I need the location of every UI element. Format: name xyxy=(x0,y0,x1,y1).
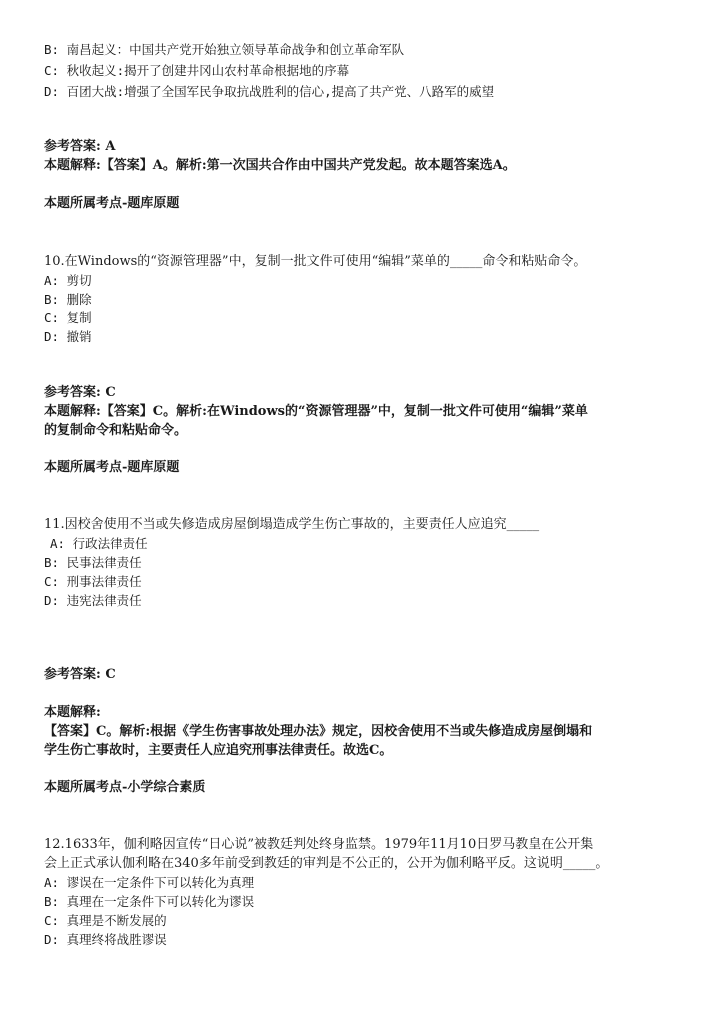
q11-explanation-line1: 【答案】C。解析:根据《学生伤害事故处理办法》规定，因校舍使用不当或失修造成房屋倒塌和 xyxy=(44,724,593,739)
q11-option-a: A: 行政法律责任 xyxy=(50,536,148,551)
q9-answer: 参考答案: A xyxy=(44,139,116,154)
q10-explanation-line1: 本题解释:【答案】C。解析:在Windows的“资源管理器”中，复制一批文件可使用“编辑”菜单 xyxy=(44,404,588,419)
q11-explanation-line2: 学生伤亡事故时，主要责任人应追究刑事法律责任。故选C。 xyxy=(44,743,393,758)
q11-option-d: D: 违宪法律责任 xyxy=(44,593,142,608)
q10-stem: 10.在Windows的“资源管理器”中，复制一批文件可使用“编辑”菜单的_____命令和粘贴命令。 xyxy=(44,254,587,269)
q12-option-c: C: 真理是不断发展的 xyxy=(44,913,167,928)
q10-answer: 参考答案: C xyxy=(44,385,116,400)
q10-option-b: B: 删除 xyxy=(44,292,92,307)
q10-option-d: D: 撤销 xyxy=(44,329,92,344)
q11-explanation-label: 本题解释: xyxy=(44,705,101,720)
q12-stem-line2: 会上正式承认伽利略在340多年前受到教廷的审判是不公正的，公开为伽利略平反。这说明_____。 xyxy=(44,856,609,871)
q9-explanation: 本题解释:【答案】A。解析:第一次国共合作由中国共产党发起。故本题答案选A。 xyxy=(44,158,516,173)
q10-explanation-line2: 的复制命令和粘贴命令。 xyxy=(44,423,188,438)
q9-option-c: C: 秋收起义:揭开了创建井冈山农村革命根据地的序幕 xyxy=(44,63,350,78)
q11-stem: 11.因校舍使用不当或失修造成房屋倒塌造成学生伤亡事故的，主要责任人应追究_____ xyxy=(44,517,540,532)
q9-option-b: B: 南昌起义：中国共产党开始独立领导革命战争和创立革命军队 xyxy=(44,42,405,57)
q12-option-a: A: 谬误在一定条件下可以转化为真理 xyxy=(44,875,255,890)
q10-option-a: A: 剪切 xyxy=(44,273,92,288)
q9-option-d: D: 百团大战:增强了全国军民争取抗战胜利的信心,提高了共产党、八路军的威望 xyxy=(44,84,495,99)
q12-option-b: B: 真理在一定条件下可以转化为谬误 xyxy=(44,894,255,909)
q9-category: 本题所属考点-题库原题 xyxy=(44,196,180,211)
q11-option-b: B: 民事法律责任 xyxy=(44,555,142,570)
q11-answer: 参考答案: C xyxy=(44,667,116,682)
q10-option-c: C: 复制 xyxy=(44,310,92,325)
q12-stem-line1: 12.1633年，伽利略因宣传“日心说”被教廷判处终身监禁。1979年11月10日罗马教皇在公开集 xyxy=(44,837,594,852)
q11-option-c: C: 刑事法律责任 xyxy=(44,574,142,589)
q10-category: 本题所属考点-题库原题 xyxy=(44,460,180,475)
q11-category: 本题所属考点-小学综合素质 xyxy=(44,780,206,795)
q12-option-d: D: 真理终将战胜谬误 xyxy=(44,932,167,947)
